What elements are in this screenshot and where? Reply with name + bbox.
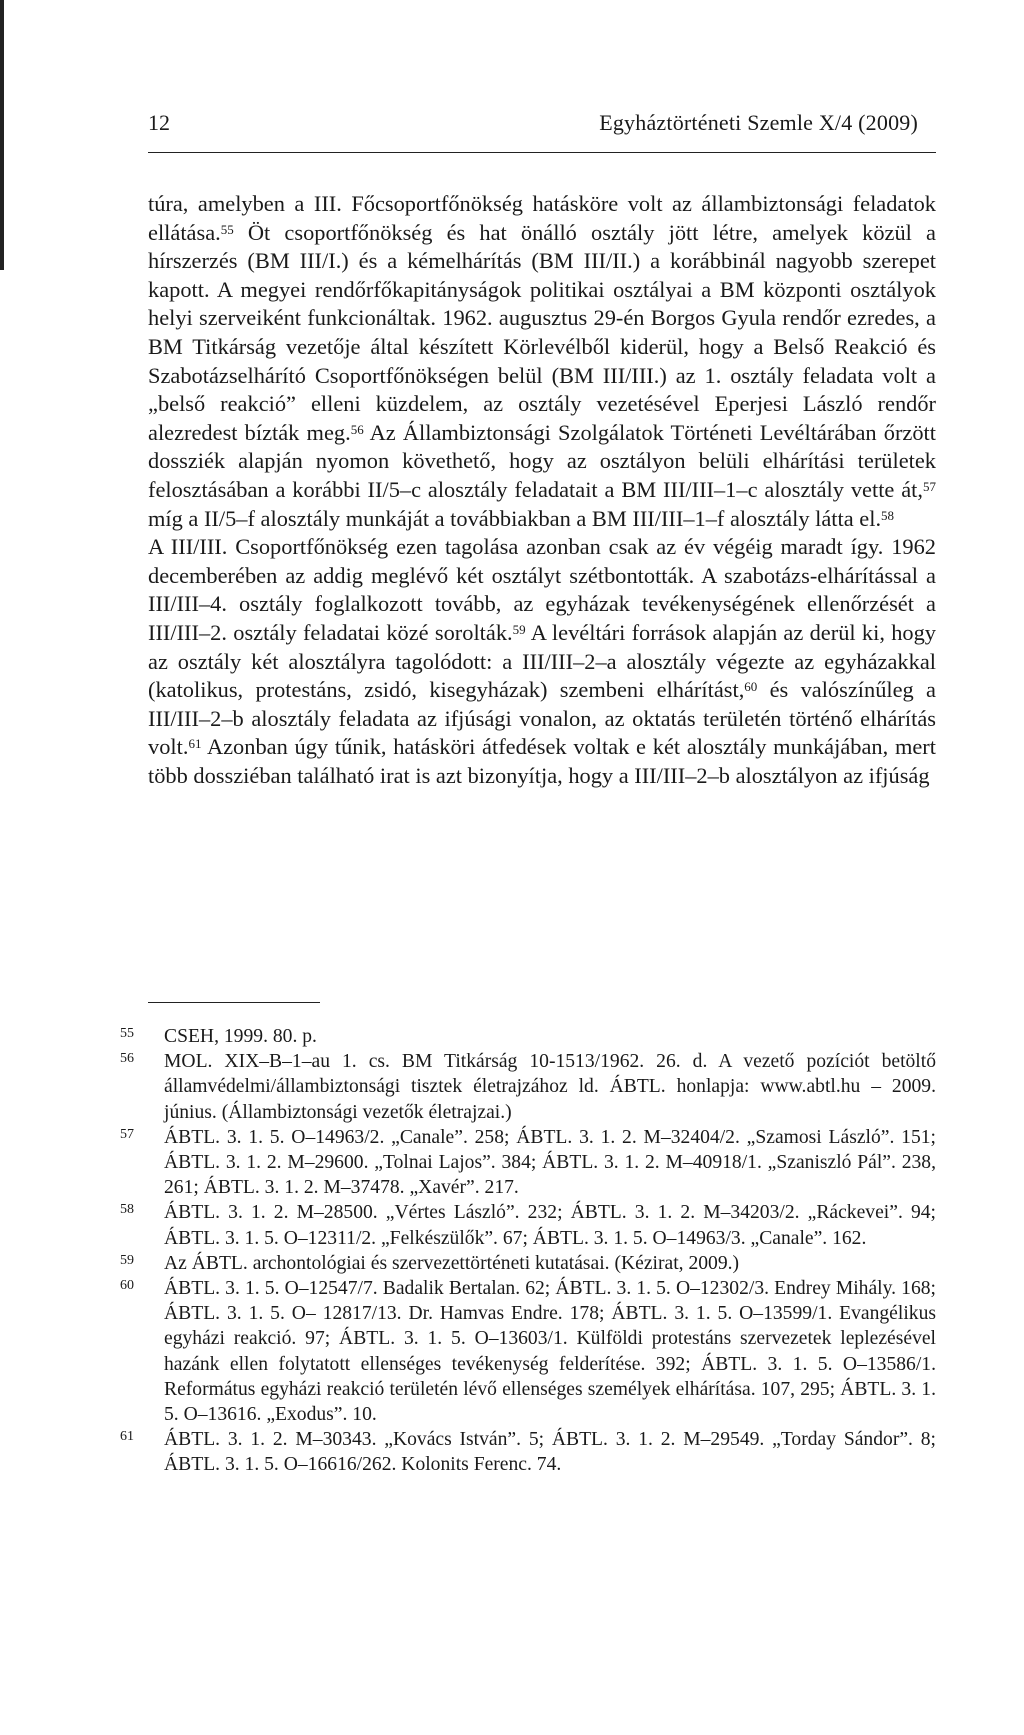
- footnote-ref-56: 56: [350, 421, 364, 437]
- footnote-text: Az ÁBTL. archontológiai és szervezettörténeti kutatásai. (Kézirat, 2009.): [164, 1252, 740, 1274]
- text-run: A III/III. Csoportfőnökség ezen tagolása azonban csak az év végéig maradt így. 1962 decemberében az addig meglévő két osztályt szétbontották. A szabotázs-elhárítással a III/III–4. osztály foglalkozott tovább, az egyházak tevékenységének ellenőrzését a III/III–2. osztály feladatai közé sorolták.: [148, 534, 936, 645]
- paragraph-1: [148, 190, 936, 533]
- footnote-text: ÁBTL. 3. 1. 5. O–12547/7. Badalik Bertalan. 62; ÁBTL. 3. 1. 5. O–12302/3. Endrey Mihály. 168; ÁBTL. 3. 1. 5. O– 12817/13. Dr. Hamvas Endre. 178; ÁBTL. 3. 1. 5. O–13599/1. Evangélikus egyházi reakció. 97; ÁBTL. 3. 1. 5. O–13603/1. Külföldi protestáns szervezetek leplezésével hazánk ellen folytatott ellenséges tevékenység felderítése. 392; ÁBTL. 3. 1. 5. O–13586/1. Református egyházi reakció területén lévő ellenséges személyek elhárítása. 107, 295; ÁBTL. 3. 1. 5. O–13616. „Exodus”. 10.: [164, 1278, 936, 1426]
- footnote-55: [120, 1024, 936, 1049]
- footnote-60: [120, 1276, 936, 1427]
- body-text: [148, 190, 936, 790]
- footnote-58: [120, 1200, 936, 1250]
- footnote-number: 61: [120, 1429, 134, 1445]
- footnote-57: [120, 1125, 936, 1201]
- footnotes: [120, 1024, 936, 1478]
- footnote-number: 55: [120, 1026, 134, 1041]
- text-run: míg a II/5–f alosztály munkáját a továbbiakban a BM III/III–1–f alosztály látta el.: [148, 505, 882, 531]
- footnote-text: ÁBTL. 3. 1. 2. M–28500. „Vértes László”. 232; ÁBTL. 3. 1. 2. M–34203/2. „Ráckevei”. 94; ÁBTL. 3. 1. 5. O–12311/2. „Felkészülők”. 67; ÁBTL. 3. 1. 5. O–14963/3. „Canale”. 162.: [164, 1202, 936, 1249]
- text-run: Azonban úgy tűnik, hatásköri átfedések voltak e két alosztály munkájában, mert több dossziéban található irat is azt bizonyítja, hogy a III/III–2–b alosztályon az ifjúság: [148, 734, 936, 788]
- footnote-ref-60: 60: [744, 679, 758, 695]
- text-run: és valószínűleg a III/III–2–b alosztály feladata az ifjúsági vonalon, az oktatás területén történő elhárítás volt.: [148, 677, 936, 760]
- footnote-number: 60: [120, 1278, 134, 1294]
- page-number: 12: [148, 110, 170, 135]
- footnote-ref-58: 58: [881, 507, 895, 523]
- text-run: Az Állambiztonsági Szolgálatok Történeti Levéltárában őrzött dossziék alapján nyomon követhető, hogy az osztályon belüli elhárítási területek felosztásában a korábbi II/5–c alosztály feladatait a BM III/III–1–c alosztály vette át,: [148, 419, 936, 502]
- footnote-text: ÁBTL. 3. 1. 5. O–14963/2. „Canale”. 258; ÁBTL. 3. 1. 2. M–32404/2. „Szamosi László”. 151; ÁBTL. 3. 1. 2. M–29600. „Tolnai Lajos”. 384; ÁBTL. 3. 1. 2. M–40918/1. „Szaniszló Pál”. 238, 261; ÁBTL. 3. 1. 2. M–37478. „Xavér”. 217.: [164, 1126, 936, 1199]
- footnote-ref-61: 61: [188, 736, 202, 752]
- footnote-59: [120, 1251, 936, 1276]
- footnote-number: 59: [120, 1252, 134, 1268]
- text-run: A levéltári források alapján az derül ki, hogy az osztály két alosztályra tagolódott: a III/III–2–a alosztály végezte az egyházakkal (katolikus, protestáns, zsidó, kisegyházak) szembeni elhárítást,: [148, 619, 937, 703]
- footnote-ref-59: 59: [512, 621, 526, 637]
- footnote-number: 58: [120, 1202, 134, 1218]
- footnote-61: [120, 1427, 936, 1477]
- scan-edge-mark: [0, 0, 4, 270]
- footnote-text: CSEH, 1999. 80. p.: [164, 1026, 317, 1047]
- footnote-text: ÁBTL. 3. 1. 2. M–30343. „Kovács István”. 5; ÁBTL. 3. 1. 2. M–29549. „Torday Sándor”. 8; ÁBTL. 3. 1. 5. O–16616/262. Kolonits Ferenc. 74.: [164, 1429, 936, 1476]
- running-head: Egyháztörténeti Szemle X/4 (2009): [599, 110, 918, 135]
- footnote-rule: [148, 1002, 320, 1003]
- footnote-ref-57: 57: [923, 478, 936, 494]
- text-run: túra, amelyben a III. Főcsoportfőnökség hatásköre volt az állambiztonsági feladatok ellátása.: [148, 191, 936, 245]
- footnote-number: 57: [120, 1126, 134, 1142]
- footnote-56: [120, 1049, 936, 1125]
- footnote-ref-55: 55: [220, 221, 234, 237]
- text-run: Öt csoportfőnökség és hat önálló osztály jött létre, amelyek közül a hírszerzés (BM III/I.) és a kémelhárítás (BM III/II.) a korábbinál nagyobb szerepet kapott. A megyei rendőrfőkapitányságok politikai osztályai a BM központi osztályok helyi szerveiként funkcionáltak. 1962. augusztus 29-én Borgos Gyula rendőr ezredes, a BM Titkárság vezetője által készített Körlevélből kiderül, hogy a Belső Reakció és Szabotázselhárító Csoportfőnökségen belül (BM III/III.) az 1. osztály feladata volt a „belső reakció” elleni küzdelem, az osztály vezetésével Eperjesi László rendőr alezredest bízták meg.: [148, 219, 936, 445]
- footnote-text: MOL. XIX–B–1–au 1. cs. BM Titkárság 10-1513/1962. 26. d. A vezető pozíciót betöltő államvédelmi/állambiztonsági tisztek életrajzához ld. ÁBTL. honlapja: www.abtl.hu – 2009. június. (Állambiztonsági vezetők életrajzai.): [164, 1051, 936, 1123]
- footnote-number: 56: [120, 1051, 134, 1067]
- paragraph-2: [148, 533, 936, 790]
- page-header: [148, 108, 936, 153]
